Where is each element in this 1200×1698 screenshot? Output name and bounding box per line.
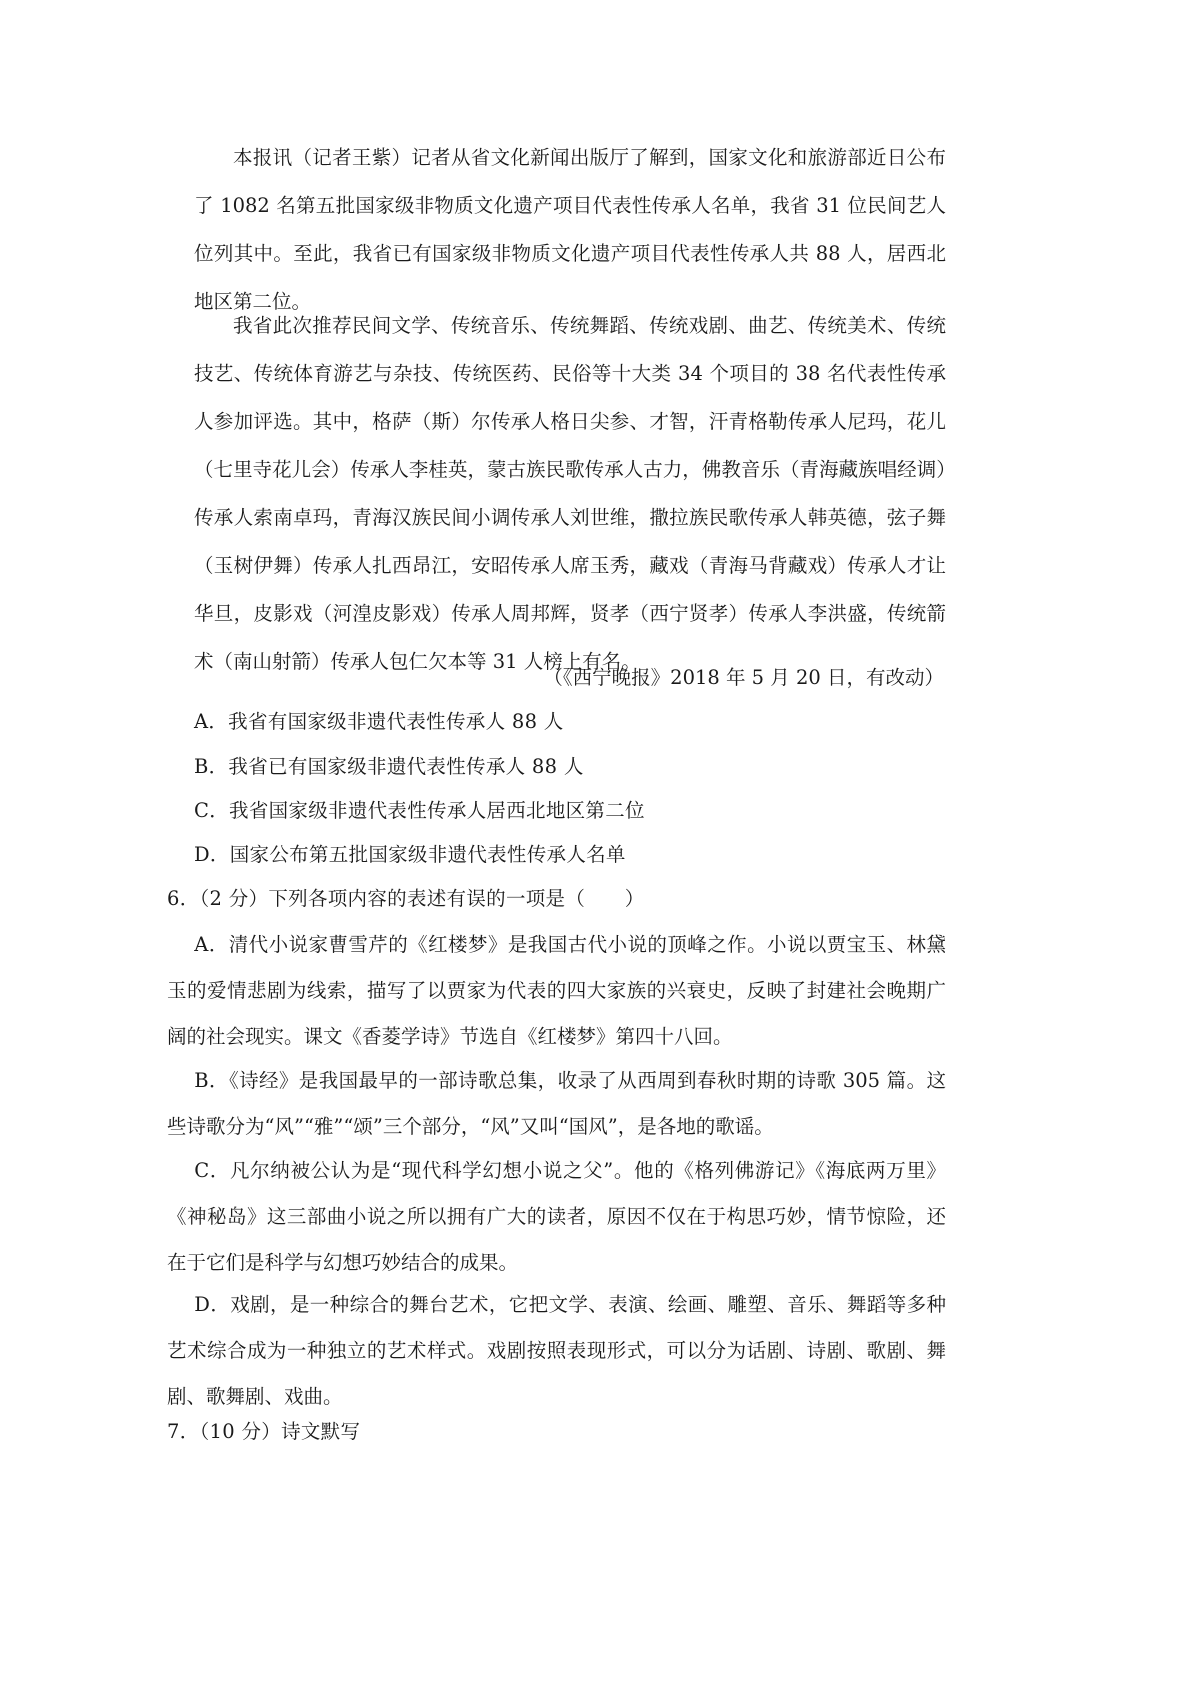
q6-option-d: D．戏剧，是一种综合的舞台艺术，它把文学、表演、绘画、雕塑、音乐、舞蹈等多种艺术综合成为一种独立的艺术样式。戏剧按照表现形式，可以分为话剧、诗剧、歌剧、舞剧、歌舞剧、戏曲。 [167, 1293, 946, 1408]
passage-paragraph-1: 本报讯（记者王紫）记者从省文化新闻出版厅了解到，国家文化和旅游部近日公布了 1082 名第五批国家级非物质文化遗产项目代表性传承人名单，我省 31 位民间艺人位列其中。至此，我省已有国家级非物质文化遗产项目代表性传承人共 88 人，居西北地区第二位。 [194, 146, 946, 313]
q6-option-a: A．清代小说家曹雪芹的《红楼梦》是我国古代小说的顶峰之作。小说以贾宝玉、林黛玉的爱情悲剧为线索，描写了以贾家为代表的四大家族的兴衰史，反映了封建社会晚期广阔的社会现实。课文《香菱学诗》节选自《红楼梦》第四十八回。 [167, 933, 946, 1048]
q5-option-c: C．我省国家级非遗代表性传承人居西北地区第二位 [194, 799, 645, 822]
q5-option-d: D．国家公布第五批国家级非遗代表性传承人名单 [194, 843, 626, 866]
q6-stem: 6．（2 分）下列各项内容的表述有误的一项是（ ） [167, 887, 645, 910]
passage-paragraph-2: 我省此次推荐民间文学、传统音乐、传统舞蹈、传统戏剧、曲艺、传统美术、传统技艺、传统体育游艺与杂技、传统医药、民俗等十大类 34 个项目的 38 名代表性传承人参加评选。其中，格萨（斯）尔传承人格日尖参、才智，汗青格勒传承人尼玛，花儿（七里寺花儿会）传承人李桂英，蒙古族民歌传承人古力，佛教音乐（青海藏族唱经调）传承人索南卓玛，青海汉族民间小调传承人刘世维，撒拉族民歌传承人韩英德，弦子舞（玉树伊舞）传承人扎西昂江，安昭传承人席玉秀，藏戏（青海马背藏戏）传承人才让华旦，皮影戏（河湟皮影戏）传承人周邦辉，贤孝（西宁贤孝）传承人李洪盛，传统箭术（南山射箭）传承人包仁欠本等 31 人榜上有名。 [194, 314, 946, 673]
passage-source: （《西宁晚报》2018 年 5 月 20 日，有改动） [543, 666, 944, 689]
q5-option-a: A．我省有国家级非遗代表性传承人 88 人 [194, 710, 564, 733]
q7-stem: 7．（10 分）诗文默写 [167, 1420, 361, 1443]
q6-option-b: B．《诗经》是我国最早的一部诗歌总集，收录了从西周到春秋时期的诗歌 305 篇。这些诗歌分为“风”“雅”“颂”三个部分，“风”又叫“国风”，是各地的歌谣。 [167, 1069, 946, 1138]
q5-option-b: B．我省已有国家级非遗代表性传承人 88 人 [194, 755, 584, 778]
q6-option-c: C．凡尔纳被公认为是“现代科学幻想小说之父”。他的《格列佛游记》《海底两万里》《神秘岛》这三部曲小说之所以拥有广大的读者，原因不仅在于构思巧妙，情节惊险，还在于它们是科学与幻想巧妙结合的成果。 [167, 1159, 946, 1274]
